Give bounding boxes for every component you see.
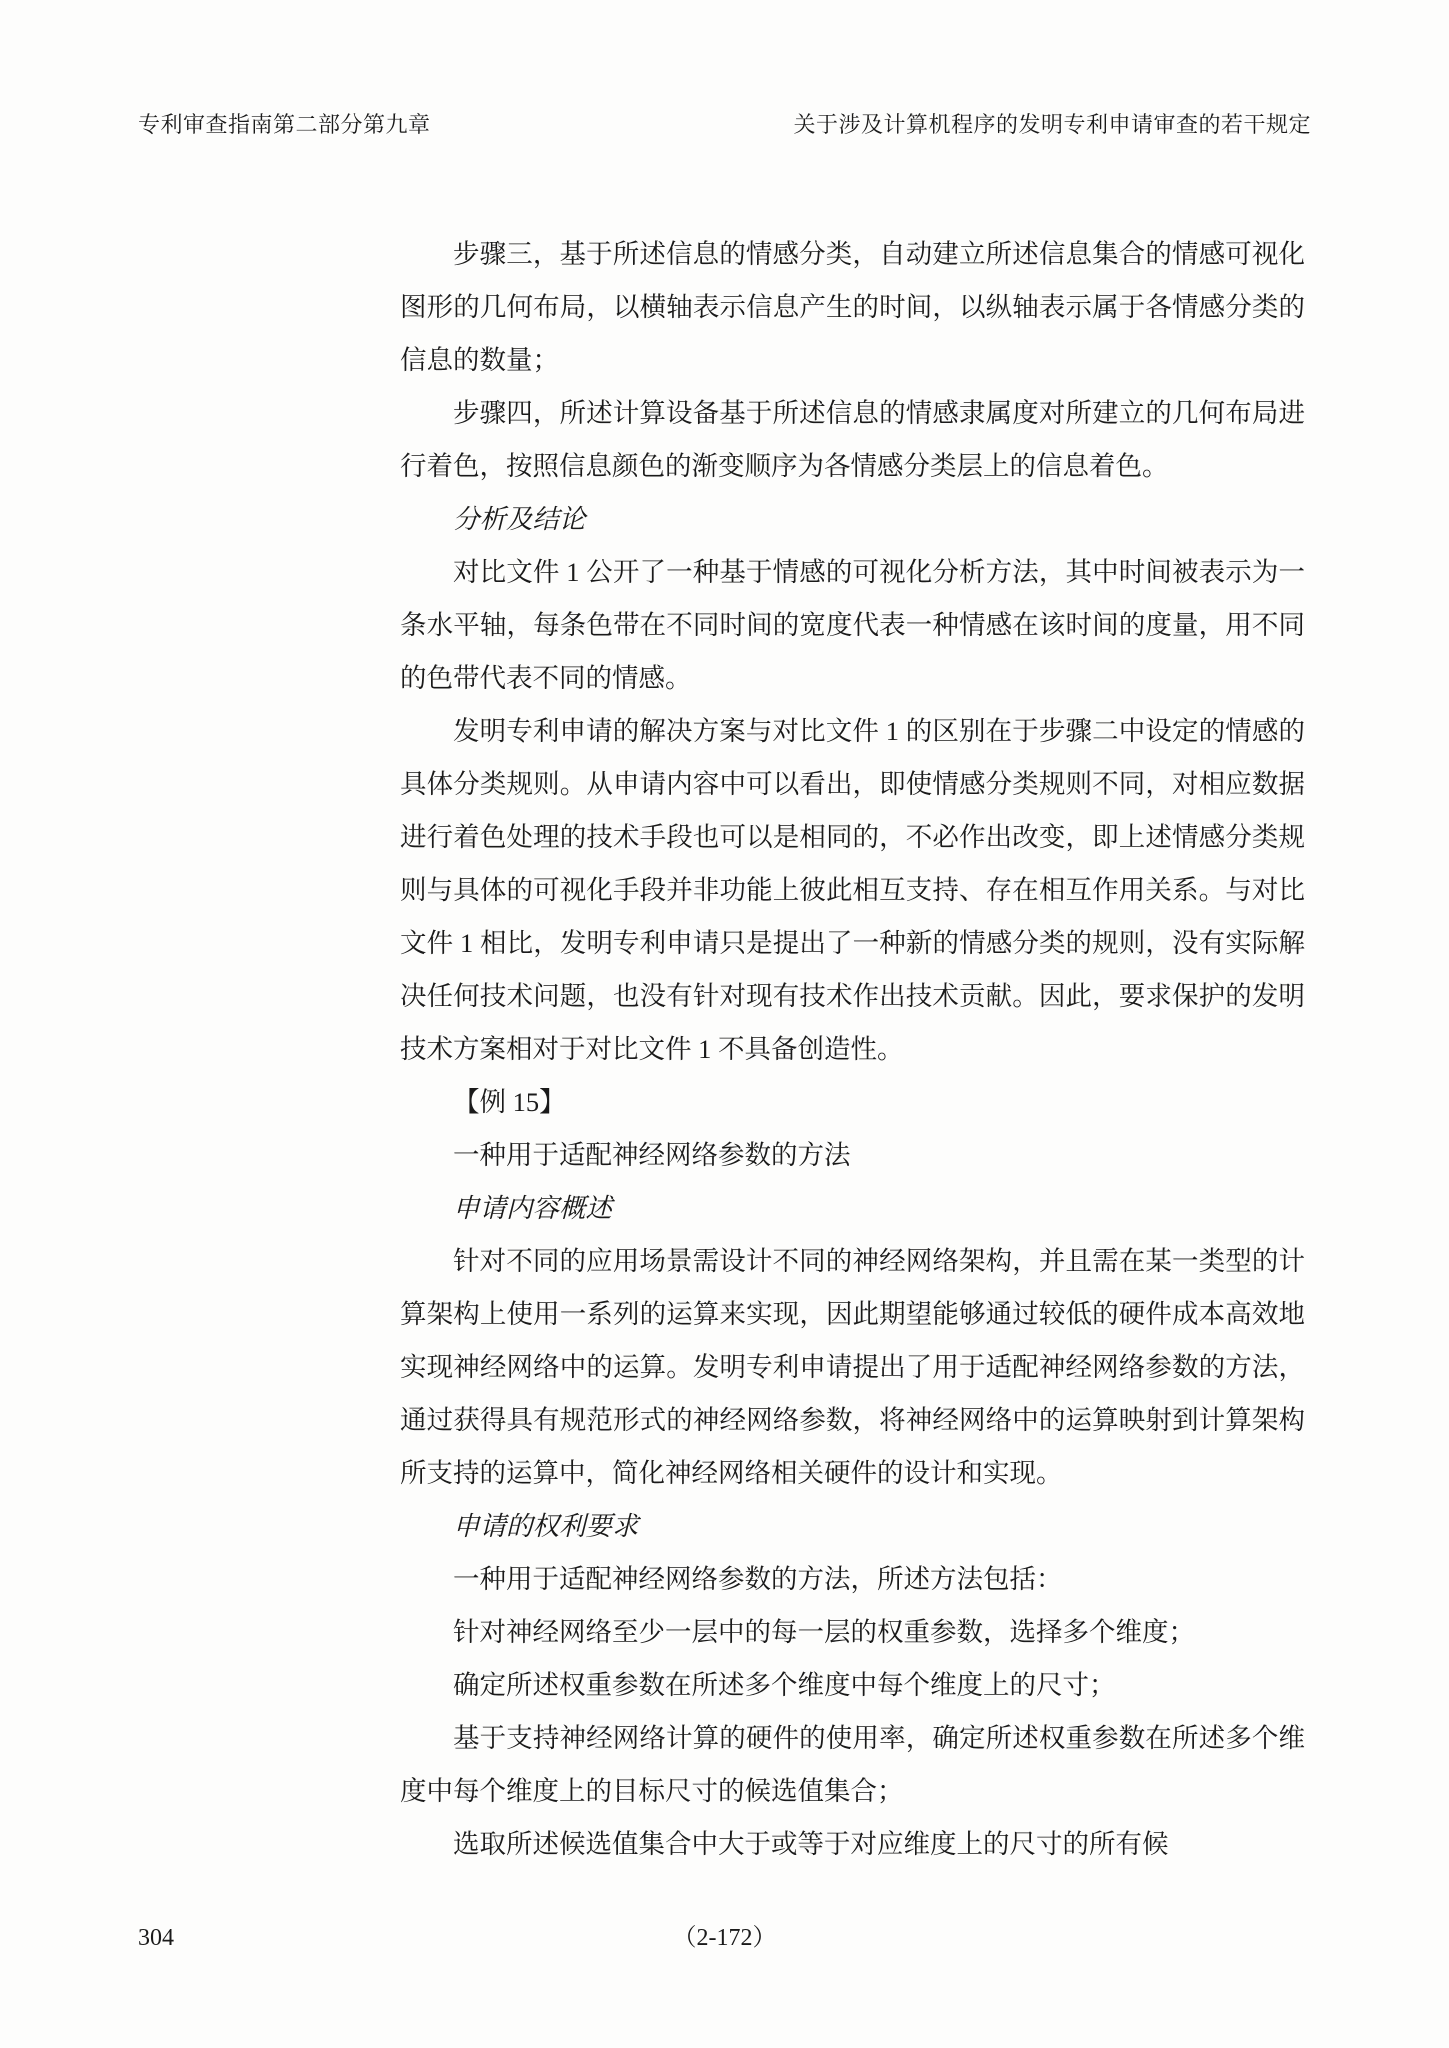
example-label: 【例 15】	[453, 1087, 566, 1117]
paragraph-analysis-2: 发明专利申请的解决方案与对比文件 1 的区别在于步骤二中设定的情感的具体分类规则。从申请内容中可以看出，即使情感分类规则不同，对相应数据进行着色处理的技术手段也可以是相同的，不必作出改变，即上述情感分类规则与具体的可视化手段并非功能上彼此相互支持、存在相互作用关系。与对比文件 1 相比，发明专利申请只是提出了一种新的情感分类的规则，没有实际解决任何技术问题，也没有针对现有技术作出技术贡献。因此，要求保护的发明技术方案相对于对比文件 1 不具备创造性。	[400, 716, 1305, 1064]
paragraph-claim-1: 针对神经网络至少一层中的每一层的权重参数，选择多个维度；	[453, 1617, 1195, 1647]
page-number: 304	[138, 1925, 174, 1951]
header-left-text: 专利审查指南第二部分第九章	[138, 112, 431, 137]
paragraph-overview: 针对不同的应用场景需设计不同的神经网络架构，并且需在某一类型的计算架构上使用一系列的运算来实现，因此期望能够通过较低的硬件成本高效地实现神经网络中的运算。发明专利申请提出了用于适配神经网络参数的方法，通过获得具有规范形式的神经网络参数，将神经网络中的运算映射到计算架构所支持的运算中，简化神经网络相关硬件的设计和实现。	[400, 1246, 1305, 1488]
page-reference: （2-172）	[672, 1925, 777, 1951]
heading-claims: 申请的权利要求	[453, 1511, 639, 1541]
example-title: 一种用于适配神经网络参数的方法	[453, 1140, 851, 1170]
paragraph-claim-4: 选取所述候选值集合中大于或等于对应维度上的尺寸的所有候	[453, 1829, 1169, 1859]
paragraph-step-four: 步骤四，所述计算设备基于所述信息的情感隶属度对所建立的几何布局进行着色，按照信息颜色的渐变顺序为各情感分类层上的信息着色。	[400, 398, 1305, 481]
paragraph-claim-3: 基于支持神经网络计算的硬件的使用率，确定所述权重参数在所述多个维度中每个维度上的目标尺寸的候选值集合；	[400, 1723, 1305, 1806]
paragraph-claim-2: 确定所述权重参数在所述多个维度中每个维度上的尺寸；	[453, 1670, 1116, 1700]
page-header	[138, 108, 1311, 139]
heading-application-overview: 申请内容概述	[453, 1193, 612, 1223]
paragraph-analysis-1: 对比文件 1 公开了一种基于情感的可视化分析方法，其中时间被表示为一条水平轴，每条色带在不同时间的宽度代表一种情感在该时间的度量，用不同的色带代表不同的情感。	[400, 557, 1305, 693]
header-right-text: 关于涉及计算机程序的发明专利申请审查的若干规定	[793, 112, 1311, 137]
heading-analysis: 分析及结论	[453, 504, 586, 534]
page-content	[400, 228, 1305, 1871]
paragraph-claim-intro: 一种用于适配神经网络参数的方法，所述方法包括：	[453, 1564, 1063, 1594]
paragraph-step-three: 步骤三，基于所述信息的情感分类，自动建立所述信息集合的情感可视化图形的几何布局，以横轴表示信息产生的时间，以纵轴表示属于各情感分类的信息的数量；	[400, 239, 1305, 375]
